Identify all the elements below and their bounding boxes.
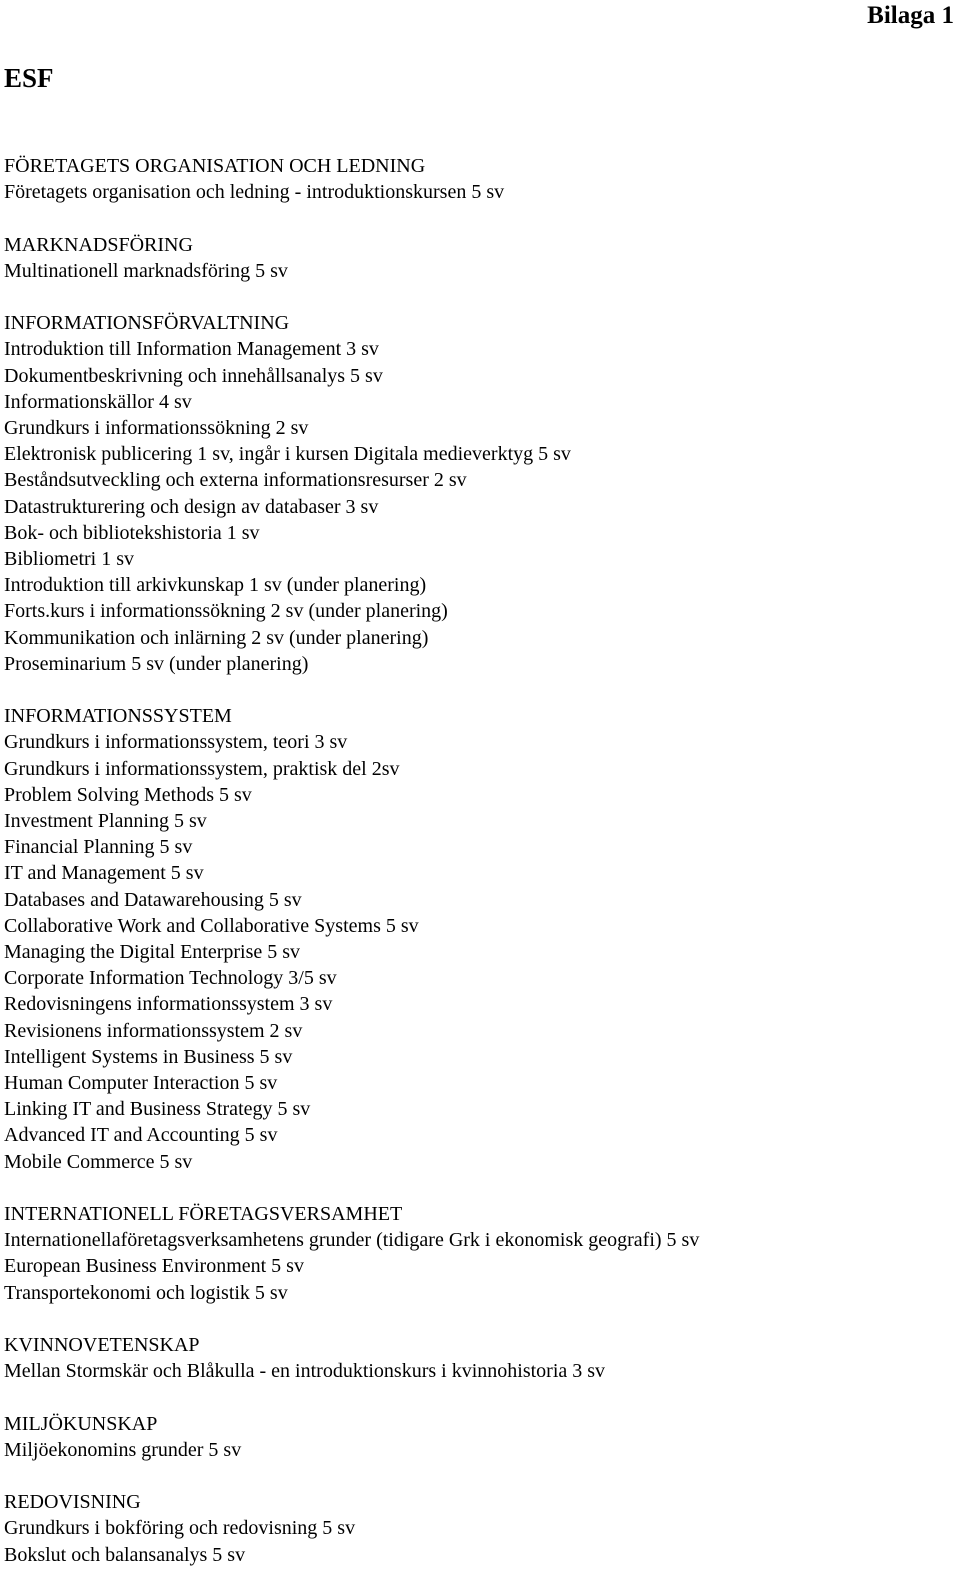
course-item: Bok- och bibliotekshistoria 1 sv [4,521,260,544]
course-item: Redovisningens informationssystem 3 sv [4,993,333,1016]
course-item: Linking IT and Business Strategy 5 sv [4,1098,311,1121]
course-item: Revisionens informationssystem 2 sv [4,1019,303,1042]
course-item: Beståndsutveckling och externa informationsresurser 2 sv [4,469,467,492]
section-heading: INFORMATIONSFÖRVALTNING [4,312,290,335]
section [4,1411,944,1463]
course-item: Miljöekonomins grunder 5 sv [4,1438,242,1461]
course-item: Bibliometri 1 sv [4,548,134,571]
course-item: Proseminarium 5 sv (under planering) [4,652,309,675]
section [4,1201,944,1306]
page-label: Bilaga 1 [867,2,954,29]
section [4,232,944,284]
section-heading: MARKNADSFÖRING [4,233,193,256]
course-item: Introduktion till Information Management 3 sv [4,338,379,361]
course-item: Internationellaföretagsverksamhetens grunder (tidigare Grk i ekonomisk geografi) 5 sv [4,1229,700,1252]
course-item: Multinationell marknadsföring 5 sv [4,259,288,282]
course-item: Grundkurs i informationssökning 2 sv [4,417,309,439]
course-item: Informationskällor 4 sv [4,390,192,413]
course-item: Dokumentbeskrivning och innehållsanalys 5 sv [4,364,383,387]
course-item: Intelligent Systems in Business 5 sv [4,1045,293,1068]
course-item: Grundkurs i informationssystem, praktisk del 2sv [4,757,400,780]
course-item: Investment Planning 5 sv [4,810,207,833]
course-item: Datastrukturering och design av databaser 3 sv [4,495,379,518]
course-list [4,153,944,1594]
course-item: Problem Solving Methods 5 sv [4,783,252,806]
course-item: Introduktion till arkivkunskap 1 sv (under planering) [4,574,427,597]
course-item: Transportekonomi och logistik 5 sv [4,1281,288,1304]
section [4,1489,944,1568]
section-heading: REDOVISNING [4,1491,141,1514]
course-item: Managing the Digital Enterprise 5 sv [4,941,301,964]
course-item: Grundkurs i bokföring och redovisning 5 sv [4,1517,356,1540]
course-item: Forts.kurs i informationssökning 2 sv (under planering) [4,600,448,623]
course-item: Advanced IT and Accounting 5 sv [4,1124,278,1147]
section-heading: FÖRETAGETS ORGANISATION OCH LEDNING [4,155,426,177]
course-item: Grundkurs i informationssystem, teori 3 sv [4,731,348,754]
section-heading: INTERNATIONELL FÖRETAGSVERSAMHET [4,1203,403,1226]
section-heading: MILJÖKUNSKAP [4,1412,158,1435]
section-heading: KVINNOVETENSKAP [4,1334,200,1357]
course-item: Elektronisk publicering 1 sv, ingår i kursen Digitala medieverktyg 5 sv [4,443,571,466]
course-item: European Business Environment 5 sv [4,1255,304,1278]
course-item: Kommunikation och inlärning 2 sv (under planering) [4,626,429,649]
section [4,703,944,1175]
course-item: Corporate Information Technology 3/5 sv [4,967,337,990]
course-item: IT and Management 5 sv [4,862,204,885]
course-item: Bokslut och balansanalys 5 sv [4,1543,246,1566]
document-title: ESF [4,63,54,93]
course-item: Databases and Datawarehousing 5 sv [4,888,302,911]
section [4,1332,944,1384]
course-item: Collaborative Work and Collaborative Systems 5 sv [4,914,419,937]
course-item: Human Computer Interaction 5 sv [4,1072,278,1095]
course-item: Mellan Stormskär och Blåkulla - en introduktionskurs i kvinnohistoria 3 sv [4,1360,606,1383]
section [4,153,944,205]
course-item: Företagets organisation och ledning - introduktionskursen 5 sv [4,181,505,204]
course-item: Financial Planning 5 sv [4,836,193,859]
course-item: Mobile Commerce 5 sv [4,1150,193,1173]
section [4,310,944,677]
section-heading: INFORMATIONSSYSTEM [4,705,232,728]
